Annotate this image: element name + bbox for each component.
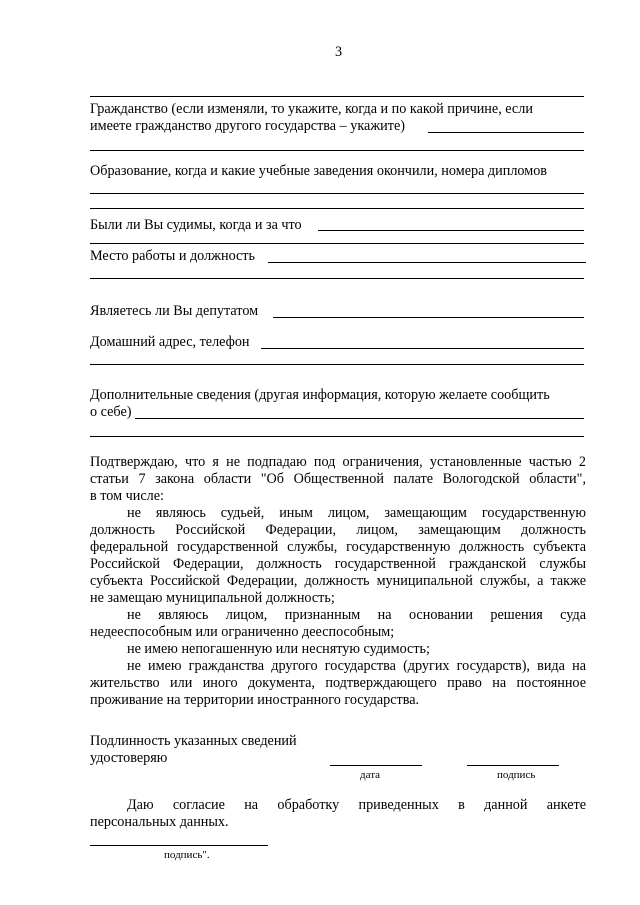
address-field-2[interactable]: [90, 364, 584, 365]
field-line[interactable]: [90, 96, 584, 97]
date-field[interactable]: [330, 765, 422, 766]
citizenship-label-1: Гражданство (если изменяли, то укажите, когда и по какой причине, если: [90, 101, 533, 117]
education-field-2[interactable]: [90, 208, 584, 209]
education-label: Образование, когда и какие учебные заведения окончили, номера дипломов: [90, 163, 548, 179]
date-caption: дата: [360, 769, 381, 781]
item-2-line-2: недееспособным или ограниченно дееспособным;: [90, 624, 395, 640]
extra-info-field[interactable]: [135, 418, 584, 419]
signature-caption: подпись: [497, 769, 536, 781]
item-1-line-5: субъекта Российской Федерации, должность муниципальной службы, а также: [90, 573, 586, 589]
citizenship-field[interactable]: [428, 132, 584, 133]
address-field[interactable]: [261, 348, 584, 349]
extra-info-field-2[interactable]: [90, 436, 584, 437]
item-3: не имею непогашенную или неснятую судимость;: [127, 641, 430, 657]
consent-line-1: Даю согласие на обработку приведенных в данной анкете: [127, 797, 586, 813]
citizenship-label-2: имеете гражданство другого государства – укажите): [90, 118, 405, 134]
item-2-line-1: не являюсь лицом, признанным на основании решения суда: [127, 607, 586, 623]
convictions-field-2[interactable]: [90, 243, 584, 244]
item-1-line-1: не являюсь судьей, иным лицом, замещающим государственную: [127, 505, 586, 521]
item-4-line-2: жительство или иного документа, подтверждающего право на постоянное: [90, 675, 586, 691]
authenticity-line-1: Подлинность указанных сведений: [90, 733, 297, 749]
extra-info-label-2: о себе): [90, 404, 132, 420]
workplace-field-2[interactable]: [90, 278, 584, 279]
confirmation-line-1: Подтверждаю, что я не подпадаю под ограничения, установленные частью 2: [90, 454, 586, 470]
signature-field[interactable]: [467, 765, 559, 766]
item-1-line-4: Российской Федерации, должность государственной гражданской службы: [90, 556, 586, 572]
confirmation-line-3: в том числе:: [90, 488, 164, 504]
citizenship-field-2[interactable]: [90, 150, 584, 151]
item-1-line-3: федеральной государственной службы, государственную должность субъекта: [90, 539, 586, 555]
extra-info-label-1: Дополнительные сведения (другая информация, которую желаете сообщить: [90, 387, 550, 403]
convictions-field[interactable]: [318, 230, 584, 231]
page-number: 3: [335, 44, 343, 60]
item-4-line-3: проживание на территории иностранного государства.: [90, 692, 420, 708]
item-4-line-1: не имею гражданства другого государства (других государств), вида на: [127, 658, 586, 674]
authenticity-line-2: удостоверяю: [90, 750, 168, 766]
workplace-label: Место работы и должность: [90, 248, 255, 264]
consent-signature-caption: подпись".: [164, 849, 210, 861]
consent-signature-field[interactable]: [90, 845, 268, 846]
confirmation-line-2: статьи 7 закона области "Об Общественной палате Вологодской области",: [90, 471, 586, 487]
consent-line-2: персональных данных.: [90, 814, 229, 830]
item-1-line-2: должность Российской Федерации, лицом, замещающим должность: [90, 522, 586, 538]
deputy-field[interactable]: [273, 317, 584, 318]
deputy-label: Являетесь ли Вы депутатом: [90, 303, 259, 319]
workplace-field[interactable]: [268, 262, 586, 263]
convictions-label: Были ли Вы судимы, когда и за что: [90, 217, 302, 233]
education-field-1[interactable]: [90, 193, 584, 194]
address-label: Домашний адрес, телефон: [90, 334, 250, 350]
item-1-line-6: не замещаю муниципальной должность;: [90, 590, 335, 606]
